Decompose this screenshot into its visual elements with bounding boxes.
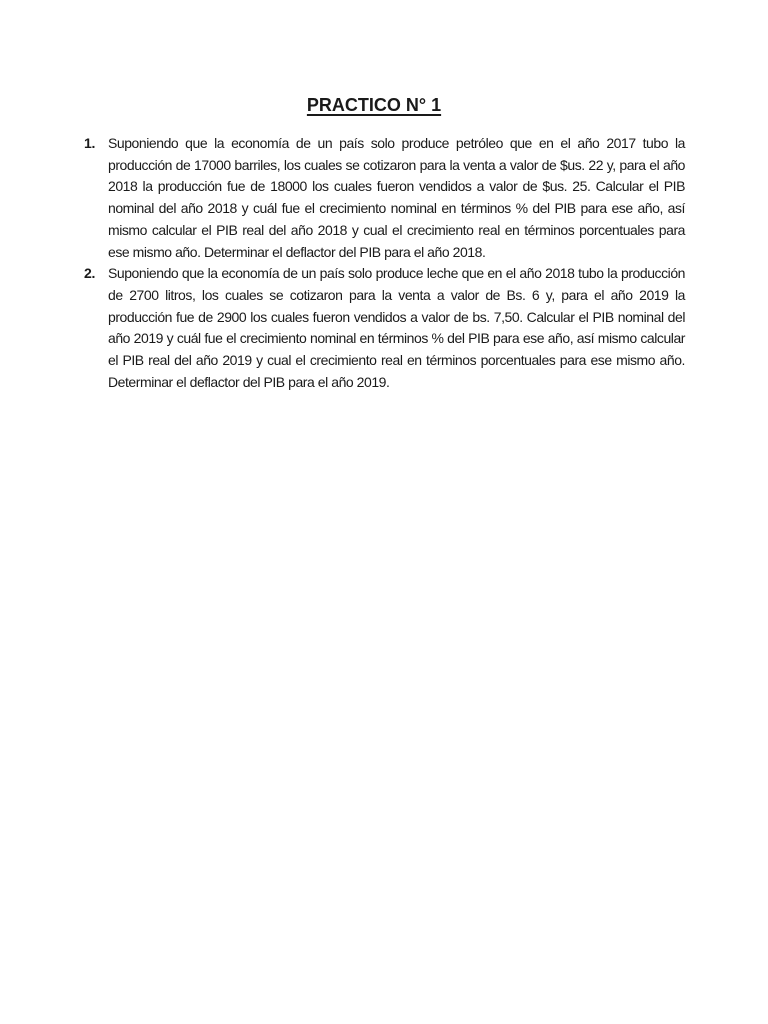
question-number: 2. — [84, 265, 96, 282]
question-text: Suponiendo que la economía de un país solo produce leche que en el año 2018 tubo la producción de 2700 litros, los cuales se cotizaron para la venta a valor de Bs. 6 y, para el año 2019 la producción fue de 2900 los cuales fueron vendidos a valor de bs. 7,50. Calcular el PIB nominal del año 2019 y cuál fue el crecimiento nominal en términos % del PIB para ese año, así mismo calcular el PIB real del año 2019 y cual el crecimiento real en términos porcentuales para ese mismo año. Determinar el deflactor del PIB para el año 2019. — [108, 265, 685, 390]
question-item — [84, 133, 685, 263]
question-list — [84, 133, 685, 393]
question-number: 1. — [84, 135, 96, 151]
page-title: PRACTICO N° 1 — [306, 95, 442, 115]
question-text: Suponiendo que la economía de un país solo produce petróleo que en el año 2017 tubo la producción de 17000 barriles, los cuales se cotizaron para la venta a valor de $us. 22 y, para el año 2018 la producción fue de 18000 los cuales fueron vendidos a valor de $us. 25. Calcular el PIB nominal del año 2018 y cuál fue el crecimiento nominal en términos % del PIB para ese año, así mismo calcular el PIB real del año 2018 y cual el crecimiento real en términos porcentuales para ese mismo año. Determinar el deflactor del PIB para el año 2018. — [108, 135, 685, 260]
question-item — [84, 263, 685, 393]
